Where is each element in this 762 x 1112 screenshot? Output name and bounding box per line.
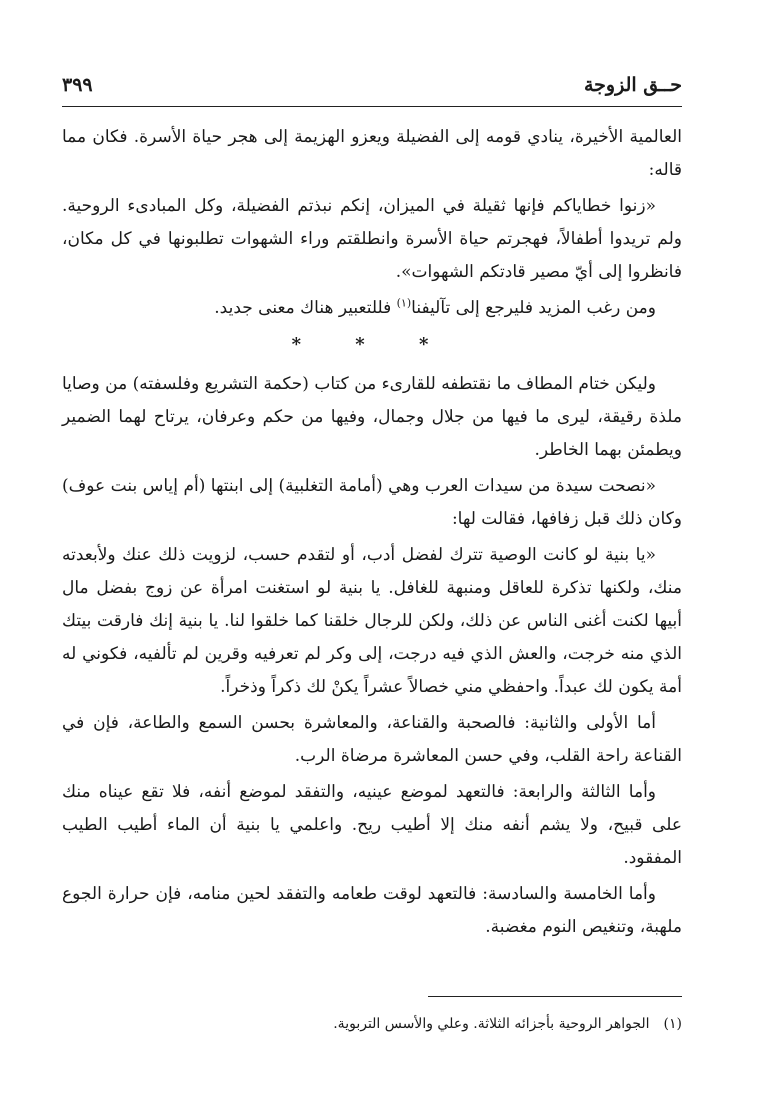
body-text [62, 121, 682, 944]
footnote-divider [428, 996, 682, 997]
book-page [62, 70, 682, 1080]
quote-paragraph: «زنوا خطاياكم فإنها ثقيلة في الميزان، إنكم نبذتم الفضيلة، وكل المبادىء الروحية. ولم تريدوا أطفالاً، فهجرتم حياة الأسرة وانطلقتم وراء الشهوات تطلبونها في كل مكان، فانظروا إلى أيّ مصير قادتكم الشهوات». [62, 196, 682, 282]
footnote-number: (١) [663, 1016, 682, 1032]
paragraph: وأما الخامسة والسادسة: فالتعهد لوقت طعامه والتفقد لحين منامه، فإن حرارة الجوع ملهبة، وتنغيص النوم مغضبة. [62, 884, 682, 937]
page-number: ٣٩٩ [62, 74, 93, 96]
footnote-text: الجواهر الروحية بأجزائه الثلاثة. وعلي والأسس التربوية. [333, 1016, 650, 1032]
quote-paragraph: «يا بنية لو كانت الوصية تترك لفضل أدب، أو لتقدم حسب، لزويت ذلك عنك ولأبعدته منك، ولكنها تذكرة للعاقل ومنبهة للغافل. يا بنية لو استغنت امرأة عن زوج بفضل مال أبيها لكنت أغنى الناس عن ذلك، ولكن للرجال خلقنا كما خلقوا لنا. يا بنية إنك فارقت بيتك الذي منه خرجت، والعش الذي فيه درجت، إلى وكر لم تعرفيه وقرين لم تألفيه، فكوني له أمة يكون لك عبداً. واحفظي مني خصالاً عشراً يكنْ لك ذكراً وذخراً. [62, 545, 682, 697]
chapter-title: حــق الزوجة [584, 74, 682, 96]
paragraph-with-footnote [62, 292, 682, 325]
paragraph-text: فللتعبير هناك معنى جديد. [214, 298, 397, 318]
paragraph: وأما الثالثة والرابعة: فالتعهد لموضع عينيه، والتفقد لموضع أنفه، فلا تقع عيناه منك على قبيح، ولا يشم أنفه منك إلا أطيب ريح. واعلمي يا بنية أن الماء أطيب الطيب المفقود. [62, 782, 682, 868]
footnote [333, 1012, 682, 1036]
paragraph: «نصحت سيدة من سيدات العرب وهي (أمامة التغلبية) إلى ابنتها (أم إياس بنت عوف) وكان ذلك قبل زفافها، فقالت لها: [62, 476, 682, 529]
running-header [62, 70, 682, 107]
paragraph: وليكن ختام المطاف ما نقتطفه للقارىء من كتاب (حكمة التشريع وفلسفته) من وصايا ملذة رقيقة، ليرى ما فيها من جلال وجمال، وفيها من حكم وعرفان، يرتاح لهما الضمير ويطمئن بهما الخاطر. [62, 374, 682, 460]
section-separator: * * * [291, 334, 453, 355]
paragraph: أما الأولى والثانية: فالصحبة والقناعة، والمعاشرة بحسن السمع والطاعة، فإن في القناعة راحة القلب، وفي حسن المعاشرة مرضاة الرب. [62, 713, 682, 766]
paragraph-text: ومن رغب المزيد فليرجع إلى تآليفنا [411, 298, 656, 318]
footnote-marker: (١) [396, 296, 412, 310]
paragraph: العالمية الأخيرة، ينادي قومه إلى الفضيلة ويعزو الهزيمة إلى هجر حياة الأسرة. فكان مما قاله: [62, 127, 682, 180]
